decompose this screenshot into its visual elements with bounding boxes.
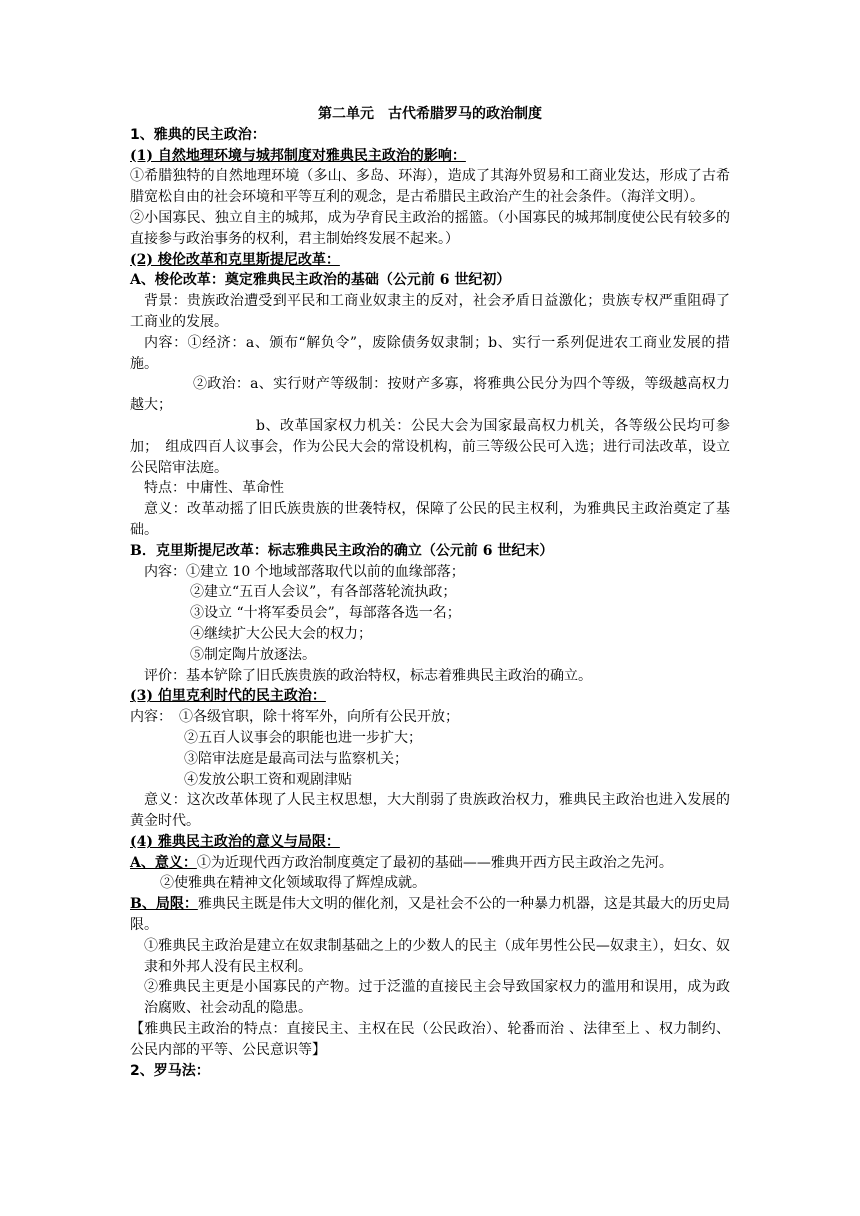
limitation-label: B、局限： [130,896,198,913]
page-title: 第二单元 古代希腊罗马的政治制度 [318,106,542,122]
paragraph-city-state: ②小国寡民、独立自主的城邦，成为孕育民主政治的摇篮。（小国寡民的城邦制度使公民有较多的直接参与政治事务的权利，君主制始终发展不起来。） [130,209,730,247]
pericles-item: 内容： ①各级官职，除十将军外，向所有公民开放； [130,709,459,726]
cleisthenes-item: ⑤制定陶片放逐法。 [190,646,316,663]
cleisthenes-item: ③设立 “十将军委员会”，每部落各选一名； [190,605,461,622]
cleisthenes-reform-heading: B．克里斯提尼改革：标志雅典民主政治的确立（公元前 6 世纪末） [130,542,554,559]
cleisthenes-evaluation: 评价：基本铲除了旧氏族贵族的政治特权，标志着雅典民主政治的确立。 [144,667,592,684]
section-2-heading: 2、罗马法： [130,1062,210,1079]
limitation-point-2: ②雅典民主更是小国寡民的产物。过于泛滥的直接民主会导致国家权力的滥用和误用，成为政治腐败、社会动乱的隐患。 [144,979,730,1017]
solon-content-politics: ②政治：a、实行财产等级制：按财产多寡，将雅典公民分为四个等级，等级越高权力越大； [130,376,730,414]
subsection-1-heading: (1) 自然地理环境与城邦制度对雅典民主政治的影响： [130,147,466,164]
significance-text-2: ②使雅典在精神文化领域取得了辉煌成就。 [160,875,426,892]
limitation-text: 雅典民主既是伟大文明的催化剂，又是社会不公的一种暴力机器，这是其最大的历史局限。 [130,896,730,934]
limitation-point-1: ①雅典民主政治是建立在奴隶制基础之上的少数人的民主（成年男性公民—奴隶主），妇女、奴隶和外邦人没有民主权利。 [144,937,730,975]
cleisthenes-item: ②建立“五百人会议”，有各部落轮流执政； [190,584,457,601]
solon-background: 背景：贵族政治遭受到平民和工商业奴隶主的反对，社会矛盾日益激化；贵族专权严重阻碍了工商业的发展。 [130,293,730,330]
solon-feature: 特点：中庸性、革命性 [144,480,284,497]
cleisthenes-item: ④继续扩大公民大会的权力； [190,625,372,642]
subsection-2-heading: (2) 梭伦改革和克里斯提尼改革： [130,251,340,268]
solon-reform-heading: A、梭伦改革：奠定雅典民主政治的基础（公元前 6 世纪初） [130,272,511,289]
pericles-meaning: 意义：这次改革体现了人民主权思想，大大削弱了贵族政治权力，雅典民主政治也进入发展的黄金时代。 [130,792,730,830]
subsection-4-heading: (4) 雅典民主政治的意义与局限： [130,833,340,850]
pericles-item: ④发放公职工资和观剧津贴 [184,771,352,788]
solon-meaning: 意义：改革动摇了旧氏族贵族的世袭特权，保障了公民的民主权利，为雅典民主政治奠定了基础。 [130,501,730,538]
solon-content-economy: 内容：①经济：a、颁布“解负令”，废除债务奴隶制；b、实行一系列促进农工商业发展的措施。 [130,334,730,372]
paragraph-geography: ①希腊独特的自然地理环境（多山、多岛、环海），造成了其海外贸易和工商业发达，形成了古希腊宽松自由的社会环境和平等互利的观念，是古希腊民主政治产生的社会条件。（海洋文明）。 [130,168,730,206]
pericles-item: ③陪审法庭是最高司法与监察机关； [184,750,408,767]
document-page [130,104,730,1081]
cleisthenes-item: 内容：①建立 10 个地域部落取代以前的血缘部落； [144,563,465,580]
significance-label: A、意义： [130,854,197,871]
solon-content-power: b、改革国家权力机关：公民大会为国家最高权力机关，各等级公民均可参加； 组成四百人议事会，作为公民大会的常设机构，前三等级公民可入选；进行司法改革，设立公民陪审法庭。 [130,417,730,476]
section-1-heading: 1、雅典的民主政治： [130,126,266,143]
athens-democracy-summary: 【雅典民主政治的特点：直接民主、主权在民（公民政治）、轮番而治 、法律至上 、权力制约、公民内部的平等、公民意识等】 [130,1021,730,1058]
significance-text: ①为近现代西方政治制度奠定了最初的基础——雅典开西方民主政治之先河。 [196,854,673,871]
pericles-item: ②五百人议事会的职能也进一步扩大； [184,729,422,746]
limitation-paragraph [130,894,730,936]
significance-line [130,853,730,874]
subsection-3-heading: (3) 伯里克利时代的民主政治： [130,688,326,705]
